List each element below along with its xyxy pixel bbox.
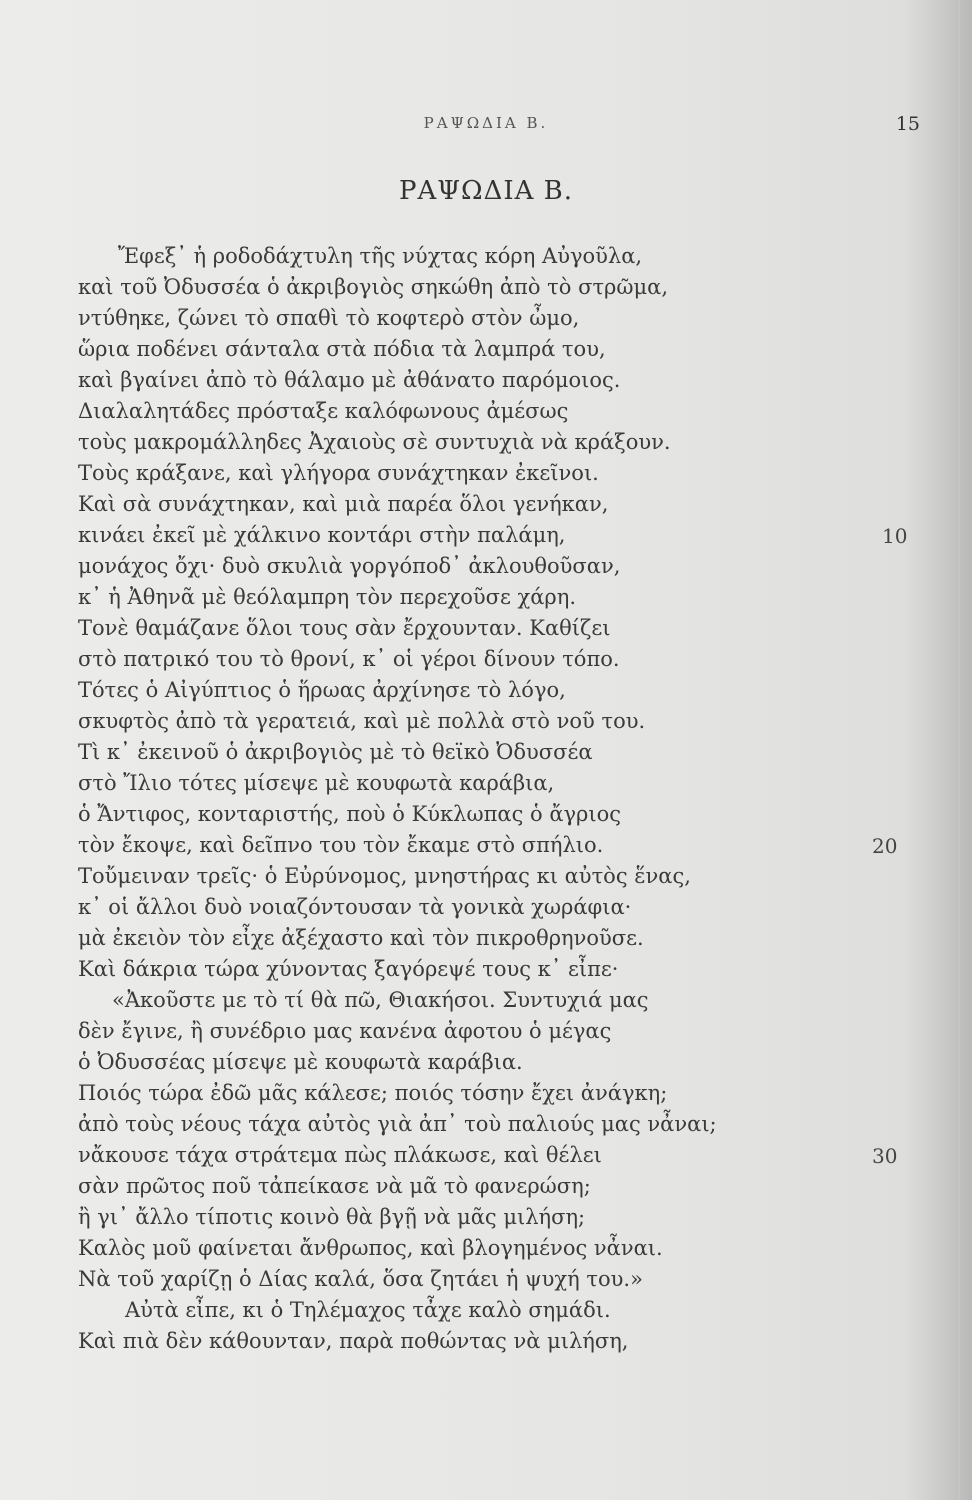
verse-line: σκυφτὸς ἀπὸ τὰ γερατειά, καὶ μὲ πολλὰ στὸ νοῦ του. bbox=[78, 709, 646, 733]
verse-line: ὥρια ποδένει σάνταλα στὰ πόδια τὰ λαμπρά του, bbox=[78, 337, 606, 361]
verse-line: Ἔφεξ᾽ ἡ ροδοδάχτυλη τῆς νύχτας κόρη Αὐγοῦλα, bbox=[118, 244, 643, 268]
verse-line: μὰ ἐκειὸν τὸν εἶχε ἀξέχαστο καὶ τὸν πικροθρηνοῦσε. bbox=[78, 926, 644, 950]
verse-line: Καὶ σὰ συνάχτηκαν, καὶ μιὰ παρέα ὅλοι γενήκαν, bbox=[78, 492, 609, 516]
verse-line: Τοὔμειναν τρεῖς· ὁ Εὐρύνομος, μνηστήρας κι αὐτὸς ἕνας, bbox=[78, 864, 691, 888]
verse-line: Αὐτὰ εἶπε, κι ὁ Τηλέμαχος τἆχε καλὸ σημάδι. bbox=[125, 1298, 611, 1322]
chapter-title: ΡΑΨΩΔΙΑ Β. bbox=[398, 176, 574, 206]
verse-line: ὁ Ὀδυσσέας μίσεψε μὲ κουφωτὰ καράβια. bbox=[78, 1050, 523, 1074]
verse-line: στὸ πατρικό του τὸ θρονί, κ᾽ οἱ γέροι δίνουν τόπο. bbox=[78, 647, 620, 671]
verse-line: Τοὺς κράξανε, καὶ γλήγορα συνάχτηκαν ἐκεῖνοι. bbox=[78, 461, 599, 485]
verse-line: μονάχος ὄχι· δυὸ σκυλιὰ γοργόποδ᾽ ἀκλουθοῦσαν, bbox=[78, 554, 621, 578]
verse-line: «Ἀκοῦστε με τὸ τί θὰ πῶ, Θιακήσοι. Συντυχιά μας bbox=[112, 988, 649, 1012]
verse-line: ντύθηκε, ζώνει τὸ σπαθὶ τὸ κοφτερὸ στὸν ὦμο, bbox=[78, 306, 580, 330]
verse-line: σὰν πρῶτος ποῦ τἀπείκασε νὰ μᾶ τὸ φανερώση; bbox=[78, 1174, 591, 1198]
line-number: 10 bbox=[882, 524, 908, 548]
verse-line: Νὰ τοῦ χαρίζῃ ὁ Δίας καλά, ὅσα ζητάει ἡ ψυχή του.» bbox=[78, 1267, 643, 1291]
page-number: 15 bbox=[895, 113, 920, 135]
verse-line: Τότες ὁ Αἰγύπτιος ὁ ἥρωας ἀρχίνησε τὸ λόγο, bbox=[78, 678, 566, 702]
verse-line: Τονὲ θαμάζανε ὅλοι τους σὰν ἔρχουνταν. Καθίζει bbox=[78, 616, 611, 640]
line-number: 30 bbox=[872, 1144, 898, 1168]
verse-line: κ᾽ οἱ ἄλλοι δυὸ νοιαζόντουσαν τὰ γονικὰ χωράφια· bbox=[78, 895, 632, 919]
line-number: 20 bbox=[872, 834, 898, 858]
verse-line: Διαλαλητάδες πρόσταξε καλόφωνους ἀμέσως bbox=[78, 399, 569, 423]
verse-line: καὶ τοῦ Ὀδυσσέα ὁ ἀκριβογιὸς σηκώθη ἀπὸ τὸ στρῶμα, bbox=[78, 275, 669, 299]
verse-line: ἀπὸ τοὺς νέους τάχα αὐτὸς γιὰ ἀπ᾽ τοὺ παλιούς μας νἆναι; bbox=[78, 1112, 717, 1136]
verse-line: Καὶ δάκρια τώρα χύνοντας ξαγόρεψέ τους κ᾽ εἶπε· bbox=[78, 957, 619, 981]
verse-line: Καλὸς μοῦ φαίνεται ἄνθρωπος, καὶ βλογημένος νἆναι. bbox=[78, 1236, 663, 1260]
verse-line: νἄκουσε τάχα στράτεμα πὼς πλάκωσε, καὶ θέλει bbox=[78, 1143, 602, 1167]
verse-line: κ᾽ ἡ Ἀθηνᾶ μὲ θεόλαμπρη τὸν περεχοῦσε χάρη. bbox=[78, 585, 577, 609]
verse-line: κινάει ἐκεῖ μὲ χάλκινο κοντάρι στὴν παλάμη, bbox=[78, 523, 566, 547]
verse-line: δὲν ἔγινε, ἢ συνέδριο μας κανένα ἀφοτου ὁ μέγας bbox=[78, 1019, 612, 1043]
verse-line: Ποιός τώρα ἐδῶ μᾶς κάλεσε; ποιός τόσην ἔχει ἀνάγκη; bbox=[78, 1081, 668, 1105]
verse-line: Καὶ πιὰ δὲν κάθουνταν, παρὰ ποθώντας νὰ μιλήση, bbox=[78, 1329, 629, 1353]
verse-line: Τὶ κ᾽ ἐκεινοῦ ὁ ἀκριβογιὸς μὲ τὸ θεϊκὸ Ὀδυσσέα bbox=[78, 740, 593, 764]
verse-line: ὁ Ἄντιφος, κονταριστής, ποὺ ὁ Κύκλωπας ὁ ἄγριος bbox=[78, 802, 622, 826]
verse-line: καὶ βγαίνει ἀπὸ τὸ θάλαμο μὲ ἀθάνατο παρόμοιος. bbox=[78, 368, 621, 392]
running-head: ΡΑΨΩΔΙΑ Β. bbox=[423, 114, 549, 132]
verse-line: στὸ Ἴλιο τότες μίσεψε μὲ κουφωτὰ καράβια, bbox=[78, 771, 555, 795]
verse-line: ἢ γι᾽ ἄλλο τίποτις κοινὸ θὰ βγῇ νὰ μᾶς μιλήση; bbox=[78, 1205, 586, 1229]
verse-line: τὸν ἔκοψε, καὶ δεῖπνο του τὸν ἔκαμε στὸ σπήλιο. bbox=[78, 833, 604, 857]
verse-line: τοὺς μακρομάλληδες Ἀχαιοὺς σὲ συντυχιὰ νὰ κράξουν. bbox=[78, 430, 671, 454]
